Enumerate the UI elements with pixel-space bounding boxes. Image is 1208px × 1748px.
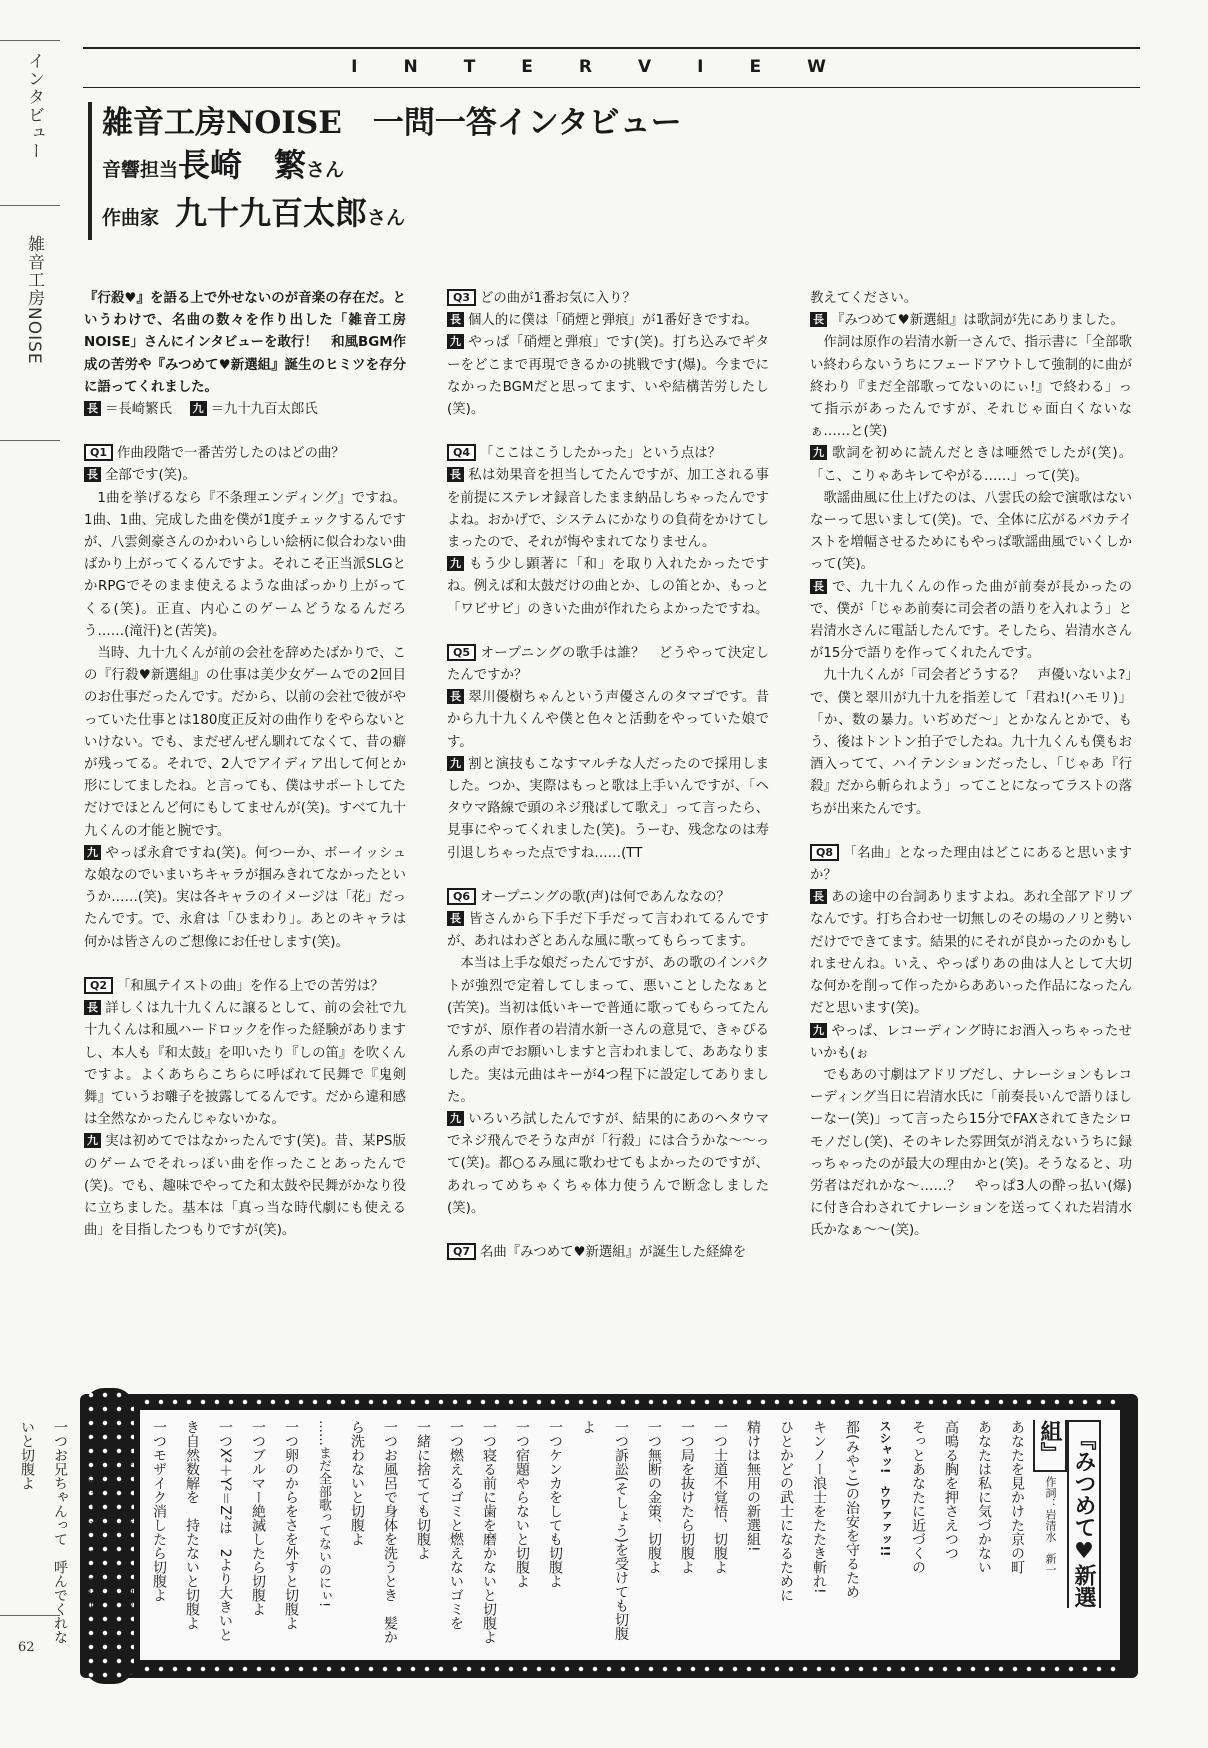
answer-text: でもあの寸劇はアドリブだし、ナレーションもレコーディング当日に岩清水氏に「前奏長いんで語りほしーなー(笑)」って言ったら15分でFAXされてきたシロモノだし(笑)、そのキレた雰囲気が消えないうちに録っちゃったのが最大の理由かと(笑)。そうなると、功労者はだれかな〜……？ やっぱ3人の酔っ払い(爆)に付き合わされてナレーションを送ってくれた岩清水氏かなぁ〜〜(笑)。 [810, 1067, 1132, 1239]
tsuku-tag: 九 [447, 756, 464, 771]
lyrics-credit: 作詞：岩清水 新一 [1044, 1476, 1057, 1576]
answer [447, 754, 769, 865]
question-3 [447, 288, 769, 310]
sidebar-rule [0, 205, 60, 206]
legend-tsuku: ＝九十九百太郎氏 [210, 402, 318, 418]
q4-text: 「ここはこうしたかった」という点は？ [480, 446, 722, 462]
banner-text: INTERVIEW [351, 57, 872, 77]
lyrics-line: 一つ二階から目薬さしたら切腹よ [118, 1420, 134, 1630]
naga-tag: 長 [810, 579, 827, 594]
article-column-1 [84, 288, 406, 1242]
answer-text: やっぱ、レコーディング時にお酒入っちゃったせいかも(ぉ [810, 1023, 1132, 1061]
interview-banner [83, 47, 1140, 88]
interviewee-1-suffix: さん [306, 159, 345, 181]
answer-text: もう少し顕著に「和」を取り入れたかったですね。例えば和太鼓だけの曲とか、しの笛とか、もっと「ワビサビ」のきいた曲が作れたらよかったですね。 [447, 557, 769, 617]
lyrics-line: 一つ局を抜けたら切腹よ [679, 1420, 695, 1574]
shout-splash: スシャッ! ウワァァッ!! [878, 1420, 892, 1557]
q1-text: 作曲段階で一番苦労したのはどの曲？ [117, 446, 345, 462]
lyrics-line: 一つ士道不覚悟、切腹よ [712, 1420, 728, 1574]
lyrics-line: 一つ卵のからをさを外すと切腹よ [283, 1420, 299, 1630]
q3-tag: Q3 [447, 289, 476, 306]
interviewee-1 [102, 144, 682, 192]
answer [84, 1131, 406, 1242]
lyrics-line: 一つモザイク消したら切腹よ [151, 1420, 167, 1602]
naga-tag: 長 [447, 467, 464, 482]
interviewee-2-role: 作曲家 [102, 207, 160, 229]
question-2 [84, 976, 406, 998]
article-column-3 [810, 288, 1132, 1243]
answer-text: 皆さんから下手だ下手だって言われてるんですが、あれはわざとあんな風に歌ってもらってます。 [447, 912, 769, 950]
q2-text: 「和風テイストの曲」を作る上での苦労は？ [117, 978, 384, 994]
lyrics-line: 一つブルマー絶滅したら切腹よ [250, 1420, 266, 1616]
answer [447, 310, 769, 332]
answer [84, 998, 406, 1131]
answer-text: やっぱ「硝煙と弾痕」です(笑)。打ち込みでギターをどこまで再現できるかの挑戦です(爆)。今までになかったBGMだと思ってます、いや結構苦労したし(笑)。 [447, 335, 769, 418]
q4-tag: Q4 [447, 444, 476, 461]
sidebar-rule [0, 440, 60, 441]
answer [810, 310, 1132, 332]
answer [447, 909, 769, 953]
q6-text: オープニングの歌(声)は何であんななの？ [480, 889, 730, 905]
answer-text: 歌謡曲風に仕上げたのは、八雲氏の絵で演歌はないなーって思いまして(笑)。で、全体に広がるバカテイストを増幅させるためにもやっぱ歌謡曲風でいくしかって(笑)。 [810, 490, 1132, 573]
lyrics-line: 一つお兄ちゃんって 呼んでくれないと切腹よ [19, 1420, 68, 1644]
answer-text: 作詞は原作の岩清水新一さんで、指示書に「全部歌い終わらないうちにフェードアウトして強制的に曲が終わり『まだ全部歌ってないのにぃ!』で終わる」って指示があったんですが、それじゃ面白くないなぁ……と(笑) [810, 335, 1132, 440]
q7-tag: Q7 [447, 1243, 476, 1260]
q8-text: 「名曲」となった理由はどこにあると思いますか？ [810, 845, 1132, 884]
naga-tag: 長 [447, 312, 464, 327]
answer-text: やっぱ永倉ですね(笑)。何つーか、ボーイッシュな娘なのでいまいちキャラが掴みきれてなかったというか……(笑)。実は各キャラのイメージは「花」だったんです。で、永倉は「ひまわり」。あとのキャラは何かは皆さんのご想像にお任せします(笑)。 [84, 845, 406, 950]
speaker-legend [84, 399, 406, 421]
lyrics-line: あなたを見かけた京の町 [1009, 1420, 1025, 1574]
q7-text: 名曲『みつめて♥新選組』が誕生した経緯を [480, 1244, 747, 1260]
answer [84, 465, 406, 487]
q7-continued: 教えてください。 [810, 291, 918, 306]
answer [810, 443, 1132, 487]
tsuku-tag: 九 [447, 556, 464, 571]
answer [447, 687, 769, 754]
lyrics-line: 精けは無用の新選組! [745, 1420, 761, 1552]
naga-tag: 長 [84, 401, 101, 416]
answer [447, 554, 769, 621]
q5-text: オープニングの歌手は誰？ どうやって決定したんですか？ [447, 645, 769, 684]
page-number: 62 [18, 1640, 35, 1655]
lyrics-line: 一つ訴訟(そしょう)を受けても切腹よ [580, 1420, 629, 1641]
interviewee-1-name: 長崎 繁 [178, 146, 307, 184]
tsuku-tag: 九 [810, 1023, 827, 1038]
question-8 [810, 843, 1132, 887]
tsuku-tag: 九 [84, 845, 101, 860]
question-1 [84, 443, 406, 465]
lyrics-line: 一つパップラドンカルメで切腹よ [85, 1420, 101, 1630]
lyrics-title: 『みつめて♥新選組』 [1033, 1420, 1101, 1608]
lyrics-line: 一つ宿題やらないと切腹よ [514, 1420, 530, 1588]
naga-tag: 長 [810, 312, 827, 327]
answer-text: 当時、九十九くんが前の会社を辞めたばかりで、この『行殺♥新選組』の仕事は美少女ゲームでの2回目のお仕事だったんです。だから、以前の会社で彼がやっていた仕事とは180度正反対の曲作りをやらないといけない。でも、まだぜんぜん馴れてなくて、昔の癖が残ってる。それで、2人でアイディア出して何とか形にしてましたね。と言っても、僕はサポートしてただけでほとんど何にもしてませんが(笑)。すべて九十九くんの才能と腕です。 [84, 646, 406, 839]
answer [447, 1109, 769, 1220]
question-4 [447, 443, 769, 465]
answer [447, 465, 769, 554]
question-6 [447, 887, 769, 909]
naga-tag: 長 [447, 911, 464, 926]
naga-tag: 長 [84, 467, 101, 482]
answer-text: 実は初めてではなかったんです(笑)。昔、某PS版のゲームでそれっぽい曲を作ったことあったんで(笑)。でも、趣味でやってた和太鼓や民舞がかなり役に立ちました。基本は「真っ当な時代劇にも使える曲」を目指したつもりですが(笑)。 [84, 1134, 406, 1239]
lyrics-line: キンノー浪士をたたき斬れ! [811, 1420, 827, 1594]
lyrics-line: 高鳴る胸を押さえつつ [943, 1420, 959, 1560]
q3-text: どの曲が1番お気に入り？ [480, 291, 636, 306]
tsuku-tag: 九 [84, 1133, 101, 1148]
tsuku-tag: 九 [810, 445, 827, 460]
answer-text: 個人的に僕は「硝煙と弾痕」が1番好きですね。 [468, 313, 758, 329]
answer-text: 九十九くんが「司会者どうする？ 声優いないよ?」で、僕と翠川が九十九を指差して「君ね!(ハモリ)」「か、数の暴力。いぢめだ〜」とかなんとかで、もう、後はトントン拍子でしたね。九十九くんも僕もお酒入ってて、ハイテンションだったし、「じゃあ『行殺』だから斬られよう」ってことになってラストの落ちが出来たんです。 [810, 668, 1132, 817]
interviewee-1-role: 音響担当 [102, 159, 179, 181]
answer-text: いろいろ試したんですが、結果的にあのヘタウマでネジ飛んでそうな声が「行殺」には合うかな〜〜って(笑)。都○るみ風に歌わせてもよかったのですが、あれってめちゃくちゃ体力使うんで断念しました(笑)。 [447, 1111, 769, 1216]
question-5 [447, 643, 769, 687]
answer [447, 332, 769, 421]
intro-text: 『行殺♥』を語る上で外せないのが音楽の存在だ。というわけで、名曲の数々を作り出した「雑音工房NOISE」さんにインタビューを敢行！ 和風BGM作成の苦労や『みつめて♥新選組』誕生のヒミツを存分に語ってくれました。 [84, 291, 406, 395]
interviewee-2-name: 九十九百太郎 [175, 194, 368, 232]
lyrics-line: そっとあなたに近づくの [910, 1420, 926, 1574]
answer [810, 577, 1132, 666]
lyrics-line: 都(みやこ)の治安を守るため [844, 1420, 860, 1599]
interviewee-2-suffix: さん [367, 207, 406, 229]
lyrics-line: 一つ寝る前に歯を磨かないと切腹よ [481, 1420, 497, 1644]
legend-naga: ＝長崎繁氏 [105, 402, 172, 418]
lyrics-text [10, 1420, 1100, 1652]
lyrics-line: 一つ無断の金策、切腹よ [646, 1420, 662, 1574]
q6-tag: Q6 [447, 888, 476, 905]
tsuku-tag: 九 [190, 401, 207, 416]
tsuku-tag: 九 [447, 334, 464, 349]
scroll-border-bottom [140, 1662, 1120, 1676]
q5-tag: Q5 [447, 644, 476, 661]
answer-text: あの途中の台詞ありますよね。あれ全部アドリブなんです。打ち合わせ一切無しのその場のノリと勢いだけでできてます。結果的にそれが良かったのかもしれませんね。いえ、やっぱりあの曲は人として大切な何かを削って作ったからああいった作品になったんだと思います(笑)。 [810, 890, 1132, 1017]
lyrics-line: 一つお風呂で身体を洗うとき 髪から洗わないと切腹よ [349, 1420, 398, 1644]
answer [810, 1021, 1132, 1065]
answer-text: 詳しくは九十九くんに譲るとして、前の会社で九十九くんは和風ハードロックを作った経験がありますし、本人も『和太鼓』を叩いたり『しの笛』を吹くんですよ。よくあちらこちらに呼ばれて民舞で『鬼剣舞』ていうお囃子を披露してるんです。だから違和感は全然なかったんじゃないかな。 [84, 1001, 406, 1128]
article-column-2 [447, 288, 769, 1264]
naga-tag: 長 [84, 1000, 101, 1015]
answer-text: 1曲を挙げるなら『不条理エンディング』ですね。1曲、1曲、完成した曲を僕が1度チェックするんですが、八雲剣豪さんのかわいらしい絵柄に似合わない曲ばかり上がってくるんですよ。それこそ正当派SLGとかRPGでそのまま使えるような曲ばっかり上がってくる(笑)。正直、内心このゲームどうなるんだろう……(滝汗)と(苦笑)。 [84, 490, 406, 639]
scroll-border-top [140, 1395, 1120, 1409]
naga-tag: 長 [447, 689, 464, 704]
sidebar-section-label: インタビュー [24, 52, 44, 160]
lyrics-line: あなたは私に気づかない [976, 1420, 992, 1574]
sidebar-company-label: 雑音工房NOISE [24, 235, 44, 365]
lyrics-line: 一つX²＋Y²＝Z²は 2より大きいとき自然数解を 持たないと切腹よ [184, 1420, 233, 1642]
interviewee-2 [102, 192, 682, 240]
answer-text: 『みつめて♥新選組』は歌詞が先にありました。 [831, 313, 1124, 329]
answer-text: で、九十九くんの作った曲が前奏が長かったので、僕が「じゃあ前奏に司会者の語りを入れよう」と岩清水さんに電話したんです。そしたら、岩清水さんが15分で語りを作ってくれたんです。 [810, 579, 1132, 662]
q8-tag: Q8 [810, 844, 839, 861]
answer-text: 私は効果音を担当してたんですが、加工される事を前提にステレオ録音したまま納品しちゃったんですよね。おかげで、システムにかなりの負荷をかけてしまったので、それが悔やまれてなりません。 [447, 468, 769, 551]
naga-tag: 長 [810, 889, 827, 904]
lyrics-line: 一つケンカをしても切腹よ [547, 1420, 563, 1588]
page-title: 雑音工房NOISE 一問一答インタビュー [102, 105, 682, 141]
q1-tag: Q1 [84, 444, 113, 461]
answer-text: 割と演技もこなすマルチな人だったので採用しました。つか、実際はもっと歌は上手いんですが、「ヘタウマ路線で頭のネジ飛ばして歌え」って言ったら、見事にやってくれました(笑)。うーむ、残念なのは寿引退しちゃった点ですね……(TT [447, 756, 769, 861]
tsuku-tag: 九 [447, 1111, 464, 1126]
answer [810, 887, 1132, 1020]
title-block [88, 102, 682, 240]
q2-tag: Q2 [84, 977, 113, 994]
answer [84, 843, 406, 954]
lyrics-line: 一つ燃えるゴミと燃えないゴミを 一緒に捨てても切腹よ [415, 1420, 464, 1644]
lyrics-aside: ……まだ全部歌ってないのにぃ! [316, 1420, 331, 1608]
answer-text: 歌詞を初めに読んだときは唖然でしたが(笑)。「こ、こりゃあキレてやがる……」って(笑)。 [810, 446, 1132, 484]
answer-text: 全部です(笑)。 [105, 468, 196, 484]
sidebar-rule [0, 40, 60, 41]
lyrics-line: ひとかどの武士になるために [778, 1420, 794, 1602]
answer-text: 本当は上手な娘だったんですが、あの歌のインパクトが強烈で定着してしまって、悪いことしたなぁと(苦笑)。当初は低いキーで普通に歌ってもらってたんですが、原作者の岩清水新一さんの意見で、きゃぴるん系の声でお願いしますと言われまして、ああなりました。実は元曲はキーが4つ程下に設定してありました。 [447, 956, 769, 1105]
answer-text: 翠川優樹ちゃんという声優さんのタマゴです。昔から九十九くんや僕と色々と活動をやっていた娘です。 [447, 690, 769, 750]
question-7 [447, 1242, 769, 1264]
